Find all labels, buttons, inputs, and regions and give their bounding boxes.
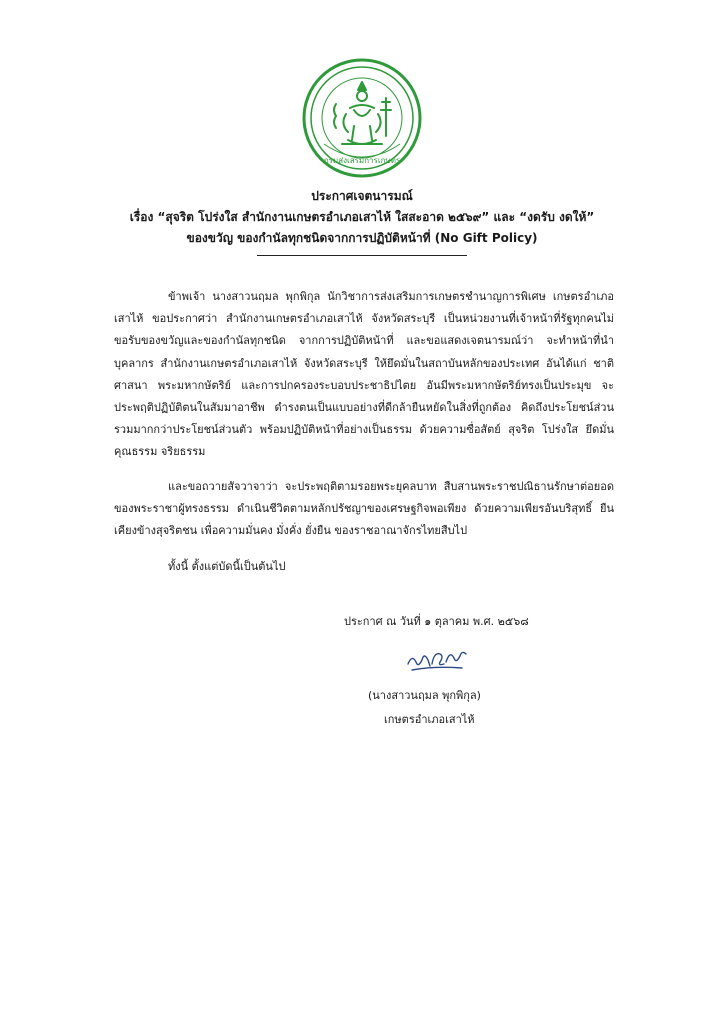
signer-position: เกษตรอำเภอเสาไห้ bbox=[384, 713, 475, 726]
department-of-agricultural-extension-seal-icon bbox=[302, 58, 422, 178]
body-paragraph-1: ข้าพเจ้า นางสาวนฤมล พุกพิกุล นักวิชาการส่งเสริมการเกษตรชำนาญการพิเศษ เกษตรอำเภอเสาไห้ ขอประกาศว่า สำนักงานเกษตรอำเภอเสาไห้ จังหวัดสระบุรี เป็นหน่วยงานที่เจ้าหน้าที่รัฐทุกคนไม่ขอรับของขวัญและของกำนัลทุกชนิด จากการปฏิบัติหน้าที่ และขอแสดงเจตนารมณ์ว่า จะทำหน้าที่นำบุคลากร สำนักงานเกษตรอำเภอเสาไห้ จังหวัดสระบุรี ให้ยึดมั่นในสถาบันหลักของประเทศ อันได้แก่ ชาติ ศาสนา พระมหากษัตริย์ และการปกครองระบอบประชาธิปไตย อันมีพระมหากษัตริย์ทรงเป็นประมุข จะประพฤติปฏิบัติตนในสัมมาอาชีพ ดำรงตนเป็นแบบอย่างที่ดีกล้ายืนหยัดในสิ่งที่ถูกต้อง คิดถึงประโยชน์ส่วนรวมมากกว่าประโยชน์ส่วนตัว พร้อมปฏิบัติหน้าที่อย่างเป็นธรรม ด้วยความซื่อสัตย์ สุจริต โปร่งใส ยึดมั่นคุณธรรม จริยธรรม bbox=[114, 290, 614, 459]
title-underline-divider bbox=[257, 255, 467, 256]
body-paragraph-2: และขอถวายสัจวาจาว่า จะประพฤติตามรอยพระยุคลบาท สืบสานพระราชปณิธานรักษาต่อยอดของพระราชาผู้ทรงธรรม ดำเนินชีวิตตามหลักปรัชญาของเศรษฐกิจพอเพียง ด้วยความเพียรอันบริสุทธิ์ ยืนเคียงข้างสุจริตชน เพื่อความมั่นคง มั่งคั่ง ยั่งยืน ของราชอาณาจักรไทยสืบไป bbox=[114, 479, 614, 538]
body-paragraph-3: ทั้งนี้ ตั้งแต่บัดนี้เป็นต้นไป bbox=[168, 560, 286, 574]
title-line-2: เรื่อง “สุจริต โปร่งใส สำนักงานเกษตรอำเภอเสาไห้ ใสสะอาด ๒๕๖๙” และ “งดรับ งดให้” bbox=[129, 210, 595, 224]
title-line-3: ของขวัญ ของกำนัลทุกชนิดจากการปฏิบัติหน้าที่ (No Gift Policy) bbox=[186, 231, 538, 245]
seal-text: กรมส่งเสริมการเกษตร bbox=[323, 156, 401, 165]
title-line-1: ประกาศเจตนารมณ์ bbox=[311, 189, 413, 203]
handwritten-signature-icon bbox=[404, 640, 470, 674]
announcement-body bbox=[114, 286, 614, 578]
signer-name: (นางสาวนฤมล พุกพิกุล) bbox=[368, 689, 481, 702]
announcement-date: ประกาศ ณ วันที่ ๑ ตุลาคม พ.ศ. ๒๕๖๘ bbox=[344, 615, 529, 628]
announcement-title bbox=[60, 186, 664, 256]
